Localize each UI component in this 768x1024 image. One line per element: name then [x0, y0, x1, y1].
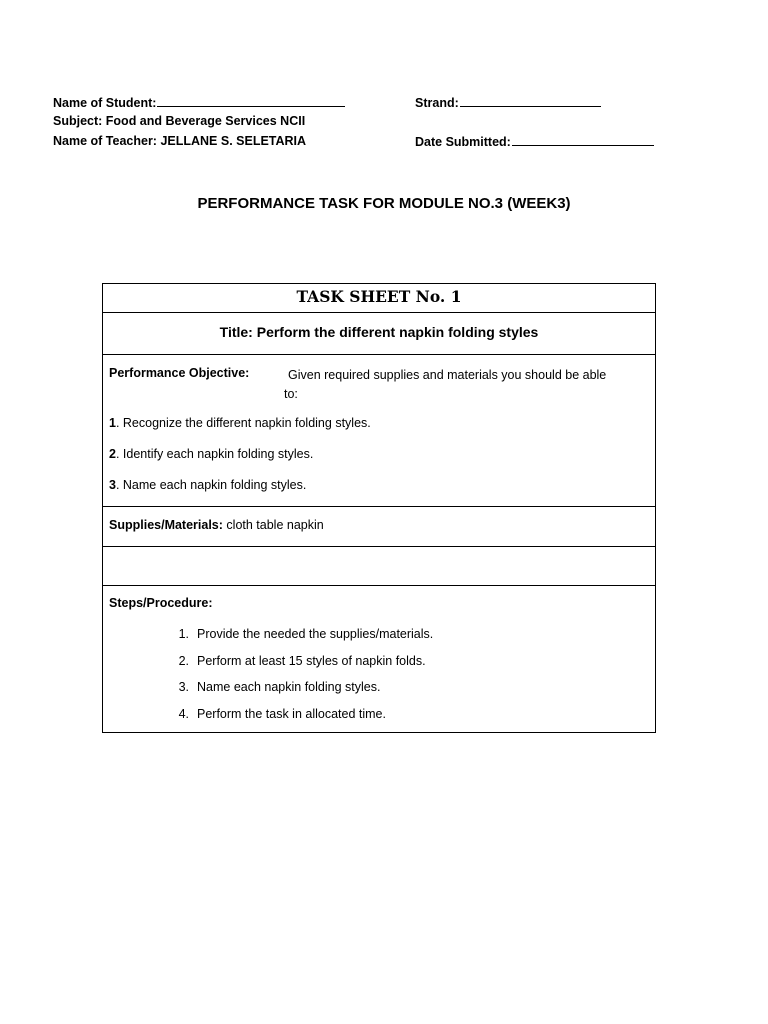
- objective-item-number: 3: [109, 478, 116, 492]
- objective-item: [109, 478, 306, 492]
- supplies-materials-label: Supplies/Materials:: [109, 518, 223, 532]
- strand-label: Strand:: [415, 96, 459, 110]
- performance-objective-cell: [103, 355, 655, 507]
- empty-table-row: [103, 547, 655, 586]
- step-item: [167, 627, 433, 641]
- student-name-field: [53, 95, 345, 110]
- objective-text-line-2: to:: [284, 387, 298, 401]
- date-submitted-label: Date Submitted:: [415, 135, 511, 149]
- supplies-materials-cell: [103, 507, 655, 547]
- date-submitted-field: [415, 134, 654, 149]
- step-text: Perform at least 15 styles of napkin folds.: [197, 654, 426, 668]
- step-item: [167, 707, 386, 721]
- objective-text-line-1: Given required supplies and materials you should be able: [288, 368, 607, 382]
- step-text: Perform the task in allocated time.: [197, 707, 386, 721]
- steps-procedure-cell: [103, 586, 655, 732]
- subject-line: Subject: Food and Beverage Services NCII: [53, 114, 306, 128]
- strand-blank: [460, 95, 601, 107]
- objective-item-text: . Recognize the different napkin folding styles.: [115, 416, 371, 430]
- objective-item-number: 1: [109, 416, 116, 430]
- performance-objective-text: [284, 366, 649, 404]
- performance-objective-label: Performance Objective:: [109, 366, 250, 380]
- student-name-blank: [157, 95, 345, 107]
- teacher-line: Name of Teacher: JELLANE S. SELETARIA: [53, 134, 307, 148]
- student-name-label: Name of Student:: [53, 96, 157, 110]
- step-item: [167, 654, 426, 668]
- step-text: Name each napkin folding styles.: [197, 680, 381, 694]
- date-submitted-blank: [512, 134, 654, 146]
- objective-item: [109, 447, 313, 461]
- supplies-materials-value: cloth table napkin: [222, 518, 324, 532]
- step-number: 1.: [178, 627, 189, 641]
- objective-item-text: . Identify each napkin folding styles.: [115, 447, 314, 461]
- strand-field: [415, 95, 601, 110]
- step-number: 2.: [178, 654, 189, 668]
- task-sheet-title: Title: Perform the different napkin folding styles: [103, 313, 655, 355]
- document-title: PERFORMANCE TASK FOR MODULE NO.3 (WEEK3): [197, 195, 571, 212]
- step-number: 4.: [178, 707, 189, 721]
- task-sheet-table: [102, 283, 656, 733]
- steps-procedure-label: Steps/Procedure:: [109, 596, 213, 610]
- step-number: 3.: [178, 680, 189, 694]
- step-item: [167, 680, 380, 694]
- objective-item-text: . Name each napkin folding styles.: [115, 478, 307, 492]
- objective-item-number: 2: [109, 447, 116, 461]
- step-text: Provide the needed the supplies/materials.: [197, 627, 434, 641]
- objective-item: [109, 416, 371, 430]
- task-sheet-heading: TASK SHEET No. 1: [103, 284, 655, 313]
